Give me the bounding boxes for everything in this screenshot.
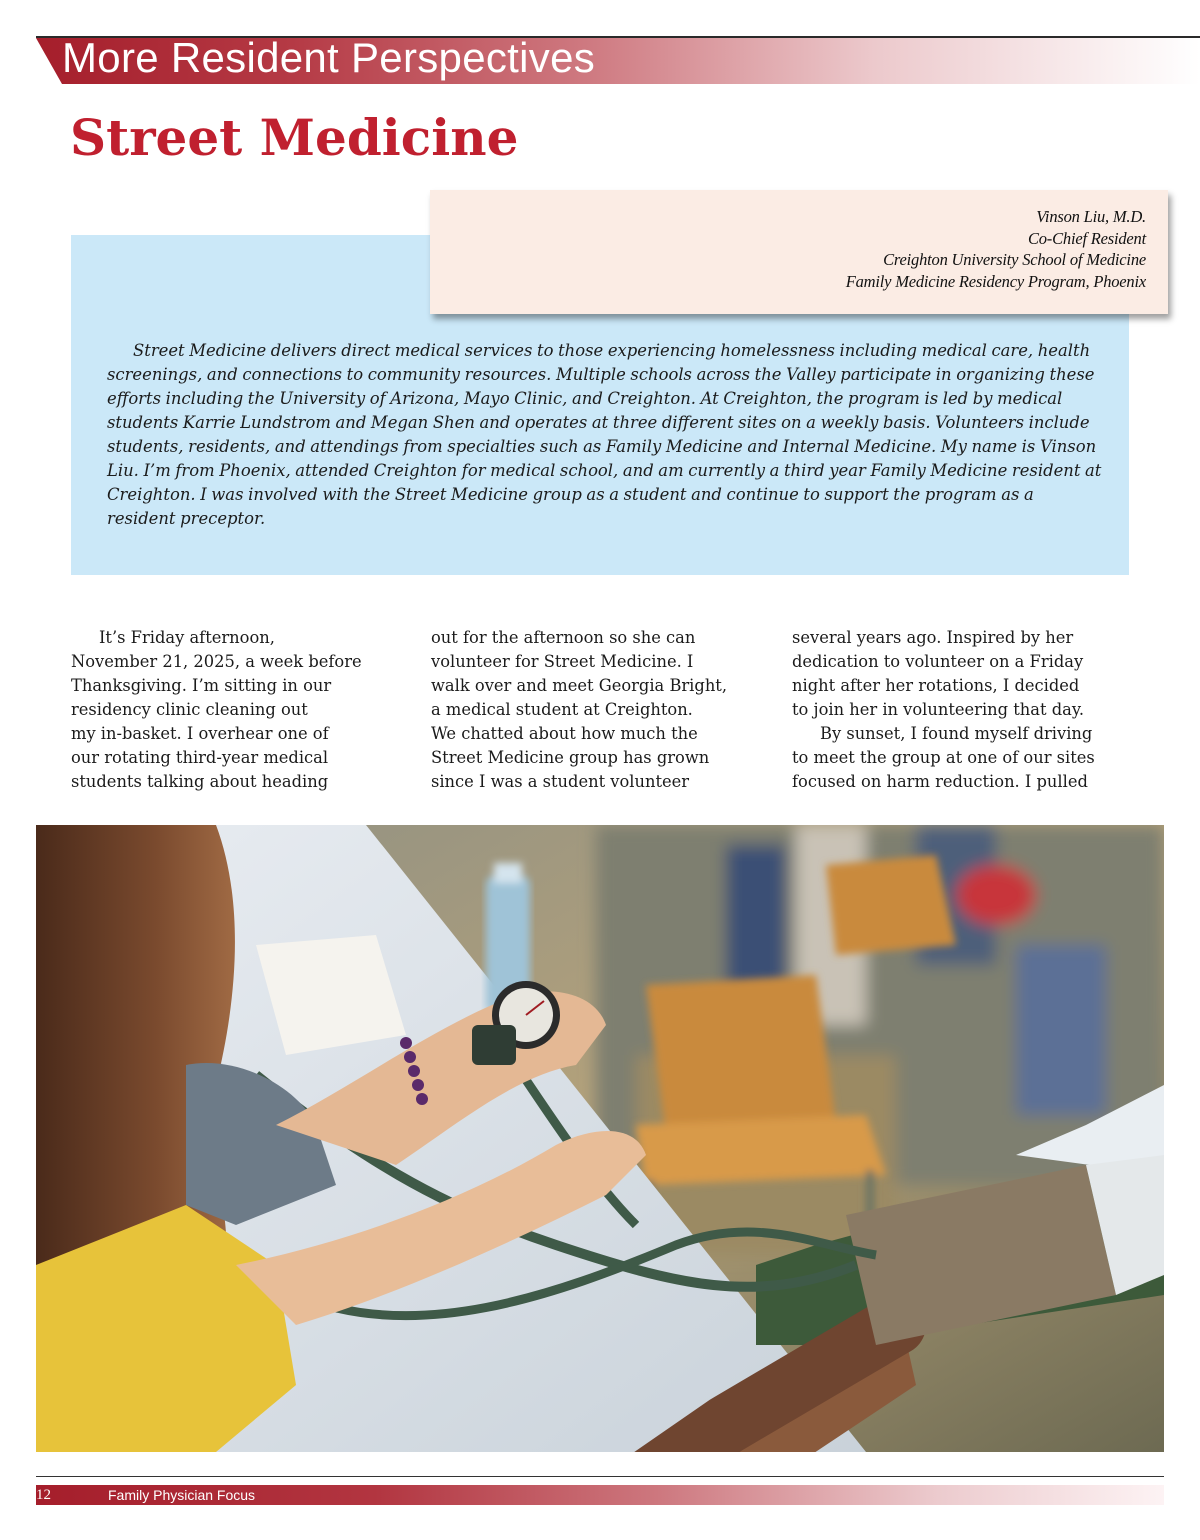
body-line: a medical student at Creighton. xyxy=(431,700,693,719)
body-column-2 xyxy=(431,626,771,794)
body-column-3 xyxy=(792,626,1142,794)
body-line: Street Medicine group has grown xyxy=(431,748,710,767)
body-line: It’s Friday afternoon, xyxy=(99,628,275,647)
author-institution: Creighton University School of Medicine xyxy=(883,250,1146,269)
author-role: Co-Chief Resident xyxy=(1027,228,1146,248)
body-line: out for the afternoon so she can xyxy=(431,628,696,647)
body-line: volunteer for Street Medicine. I xyxy=(431,652,694,671)
author-program: Family Medicine Residency Program, Phoenix xyxy=(845,271,1146,291)
body-line: students talking about heading xyxy=(71,772,329,791)
intro-paragraph: Street Medicine delivers direct medical services to those experiencing homelessness including medical care, health screenings, and connections to community resources. Multiple schools across the Valley participate in organizing these efforts including the University of Arizona, Mayo Clinic, and Creighton. At Creighton, the program is led by medical students Karrie Lundstrom and Megan Shen and operates at three different sites on a weekly basis. Volunteers include students, residents, and attendings from specialties such as Family Medicine and Internal Medicine. My name is Vinson Liu. I’m from Phoenix, attended Creighton for medical school, and am currently a third year Family Medicine resident at Creighton. I was involved with the Street Medicine group as a student and continue to support the program as a resident preceptor. xyxy=(107,341,1102,528)
body-line: We chatted about how much the xyxy=(431,724,698,743)
author-name: Vinson Liu, M.D. xyxy=(1036,207,1146,226)
body-line: focused on harm reduction. I pulled xyxy=(792,772,1088,791)
body-line: dedication to volunteer on a Friday xyxy=(792,652,1084,671)
body-line: our rotating third-year medical xyxy=(71,748,329,767)
photo-illustration xyxy=(36,825,1164,1452)
body-line: walk over and meet Georgia Bright, xyxy=(431,676,728,695)
body-line: November 21, 2025, a week before xyxy=(71,652,362,671)
body-line: to join her in volunteering that day. xyxy=(792,700,1085,719)
body-line: my in-basket. I overhear one of xyxy=(71,724,329,743)
body-line: several years ago. Inspired by her xyxy=(792,628,1074,647)
footer-rule xyxy=(36,1476,1164,1477)
body-column-1 xyxy=(71,626,401,794)
section-banner-label: More Resident Perspectives xyxy=(62,34,596,81)
page-number: 12 xyxy=(36,1487,51,1503)
body-line: By sunset, I found myself driving xyxy=(820,724,1093,743)
blood-pressure-photo xyxy=(36,825,1164,1452)
author-card xyxy=(430,190,1168,314)
body-line: to meet the group at one of our sites xyxy=(792,748,1095,767)
body-line: residency clinic cleaning out xyxy=(71,700,308,719)
body-line: Thanksgiving. I’m sitting in our xyxy=(71,676,332,695)
body-line: since I was a student volunteer xyxy=(431,772,690,791)
article-title: Street Medicine xyxy=(70,108,519,167)
publication-name: Family Physician Focus xyxy=(108,1487,256,1503)
body-line: night after her rotations, I decided xyxy=(792,676,1080,695)
